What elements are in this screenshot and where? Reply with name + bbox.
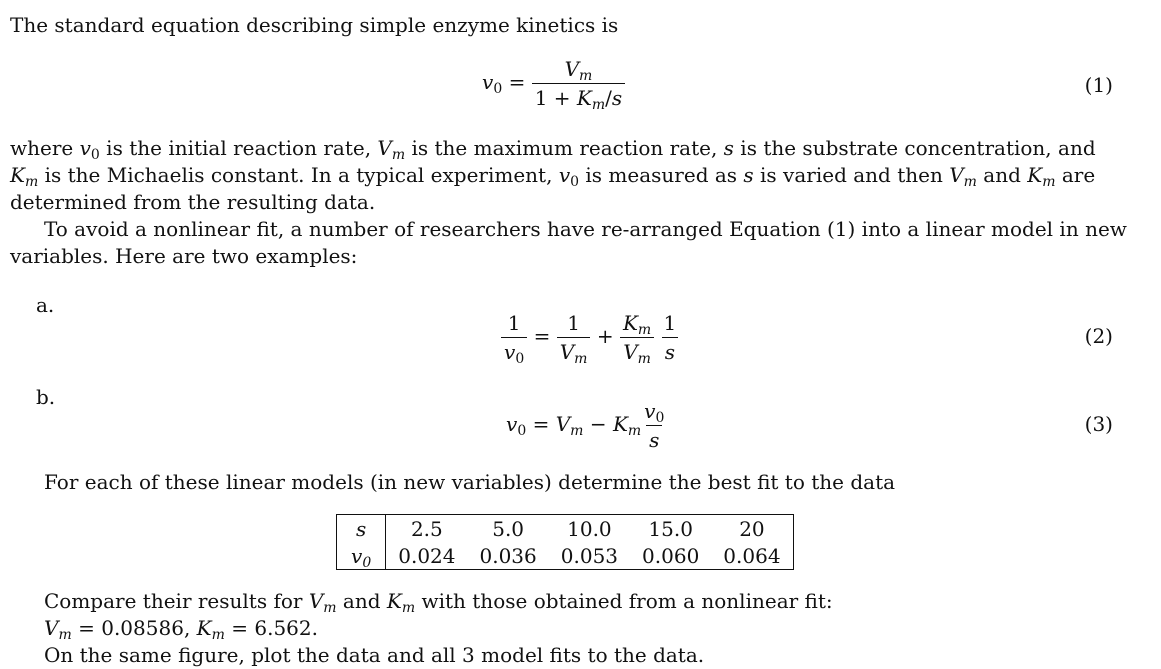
table-cell: 15.0	[648, 516, 693, 541]
para1-line3: determined from the resulting data.	[10, 190, 376, 214]
table-cell: 0.036	[479, 543, 537, 568]
table-row-s	[337, 515, 794, 543]
equation-2: $\frac{1}{v_0}$ = $\frac{1}{V_m}$ + $\frac{K_m}{V_m}$ $\frac{1}{s}$	[501, 312, 679, 363]
para2-line2: variables. Here are two examples:	[10, 244, 358, 268]
table-cell: 20	[739, 516, 765, 541]
table-cell: 5.0	[492, 516, 525, 541]
equation-1-number: (1)	[1084, 73, 1113, 97]
table-cell: 0.024	[398, 543, 456, 568]
para1-line2: $K_m$ is the Michaelis constant. In a typical experiment, $v_0$ is measured as s is varied and then $V_m$ and $K_m$ are	[10, 163, 1096, 190]
table-cell: 0.064	[723, 543, 781, 568]
para2-line1: To avoid a nonlinear fit, a number of researchers have re-arranged Equation (1) into a linear model in new	[44, 217, 1127, 241]
intro-text: The standard equation describing simple enzyme kinetics is	[10, 13, 619, 37]
final-instruction: On the same figure, plot the data and all 3 model fits to the data.	[44, 643, 705, 667]
table-cell: 10.0	[567, 516, 612, 541]
nonlinear-fit-values: $V_m = 0.08586$, $K_m = 6.562$.	[44, 616, 318, 643]
equation-1: $v_0$ = $\frac{V_m}{1 + K_m/s}$	[482, 58, 625, 109]
table-cell: 0.053	[560, 543, 619, 568]
item-a-label: a.	[36, 293, 55, 317]
row-label-s: s	[337, 515, 386, 543]
equation-2-number: (2)	[1084, 324, 1113, 348]
para1-line1: where $v_0$ is the initial reaction rate, $V_m$ is the maximum reaction rate, s is the substrate concentration, and	[10, 136, 1096, 163]
item-b-label: b.	[36, 385, 56, 409]
table-row-v0	[337, 542, 794, 570]
instruction-text: For each of these linear models (in new variables) determine the best fit to the data	[44, 470, 896, 494]
row-label-v0: $v_0$	[337, 542, 386, 570]
equation-3-number: (3)	[1084, 412, 1113, 436]
compare-text: Compare their results for $V_m$ and $K_m$ with those obtained from a nonlinear fit:	[44, 589, 833, 616]
data-table	[336, 514, 794, 570]
table-cell: 0.060	[642, 543, 700, 568]
equation-3: $v_0 = V_m - K_m$ $\frac{v_0}{s}$	[506, 399, 665, 452]
table-cell: 2.5	[410, 516, 443, 541]
